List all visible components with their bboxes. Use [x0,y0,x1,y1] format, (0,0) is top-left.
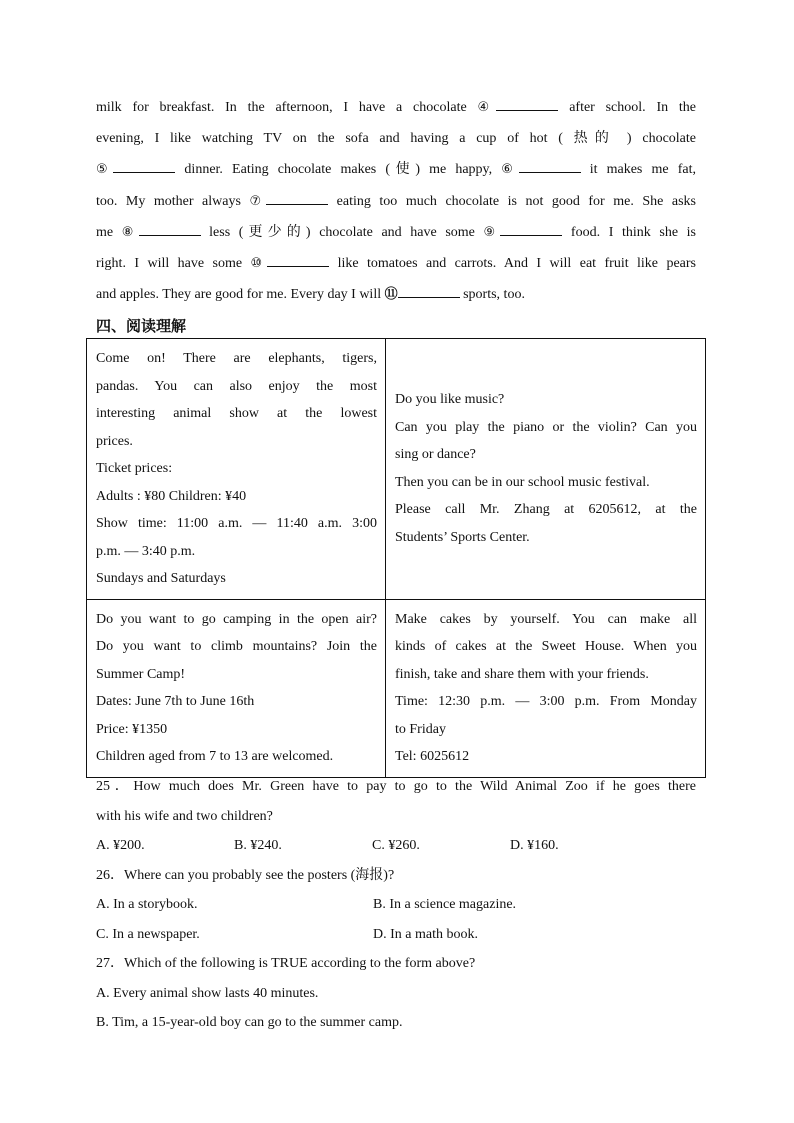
blank-number: ⑩ [250,256,268,272]
blank-number: ④ [477,100,497,115]
question-26: 26．Where can you probably see the posters (海报)? [96,867,395,883]
zoo-poster: Come on! There are elephants, tigers, pandas. You can also enjoy the most interesting animal show at the lowest prices. Ticket prices: Adults : ¥80 Children: ¥40 Show time: 11:00 a.m. — 11:40 a.m. 3:00 p.m. — 3:40 p.m. Sundays and Saturdays [87,339,386,600]
answer-blank[interactable] [267,252,329,267]
answer-blank[interactable] [398,283,460,298]
question-26-options-row1 [96,890,696,920]
passage-line: too. My mother always ⑦ eating too much chocolate is not good for me. She asks [96,186,696,217]
option-a[interactable]: A. ¥200. [96,838,145,853]
question-26-options-row2 [96,920,696,950]
answer-blank[interactable] [500,221,562,236]
option-c[interactable]: C. In a newspaper. [96,926,200,942]
blank-number: ⑤ [96,162,114,178]
passage-line: right. I will have some ⑩ like tomatoes and carrots. And I will eat fruit like pears [96,248,696,279]
blank-number: ⑦ [249,193,267,209]
section-title: 四、阅读理解 [96,317,187,335]
cake-poster: Make cakes by yourself. You can make all kinds of cakes at the Sweet House. When you finish, take and share them with your friends. Time: 12:30 p.m. — 3:00 p.m. From Monday to Friday Tel: 6025612 [386,599,706,777]
passage-line: and apples. They are good for me. Every day I will ⑪ sports, too. [96,279,696,310]
blank-number: ⑨ [483,224,501,240]
music-poster: Do you like music? Can you play the piano or the violin? Can you sing or dance? Then you can be in our school music festival. Please call Mr. Zhang at 6205612, at the Students’ Sports Center. [386,339,706,600]
question-25-options [96,831,696,861]
answer-blank[interactable] [519,158,581,173]
posters-table [86,338,706,778]
option-a[interactable]: A. In a storybook. [96,897,198,912]
passage-line: milk for breakfast. In the afternoon, I have a chocolate ④ after school. In the [96,92,696,123]
answer-blank[interactable] [496,96,558,111]
option-c[interactable]: C. ¥260. [372,838,420,853]
answer-blank[interactable] [266,190,328,205]
option-d[interactable]: D. In a math book. [373,926,478,942]
question-25-cont: with his wife and two children? [96,808,273,824]
blank-number: ⑥ [501,162,519,178]
option-b[interactable]: B. ¥240. [234,838,282,853]
option-b[interactable]: B. In a science magazine. [373,897,517,912]
passage-line: ⑤ dinner. Eating chocolate makes (使) me happy, ⑥ it makes me fat, [96,154,696,185]
option-d[interactable]: D. ¥160. [510,838,559,853]
camp-poster: Do you want to go camping in the open air? Do you want to climb mountains? Join the Summer Camp! Dates: June 7th to June 16th Price: ¥1350 Children aged from 7 to 13 are welcomed. [87,599,386,777]
answer-blank[interactable] [113,158,175,173]
question-27: 27．Which of the following is TRUE according to the form above? [96,956,476,971]
blank-number: ⑧ [121,224,139,240]
passage-line: me ⑧ less (更少的) chocolate and have some ⑨ food. I think she is [96,217,696,248]
cloze-passage [96,92,696,310]
option-b[interactable]: B. Tim, a 15-year-old boy can go to the summer camp. [96,1015,403,1030]
blank-number: ⑪ [384,287,398,303]
question-list [96,772,696,1038]
answer-blank[interactable] [139,221,201,236]
option-a[interactable]: A. Every animal show lasts 40 minutes. [96,985,319,1001]
passage-line: evening, I like watching TV on the sofa and having a cup of hot ( 热的 ) chocolate [96,131,696,147]
question-25: 25．How much does Mr. Green have to pay to go to the Wild Animal Zoo if he goes there [96,779,696,794]
